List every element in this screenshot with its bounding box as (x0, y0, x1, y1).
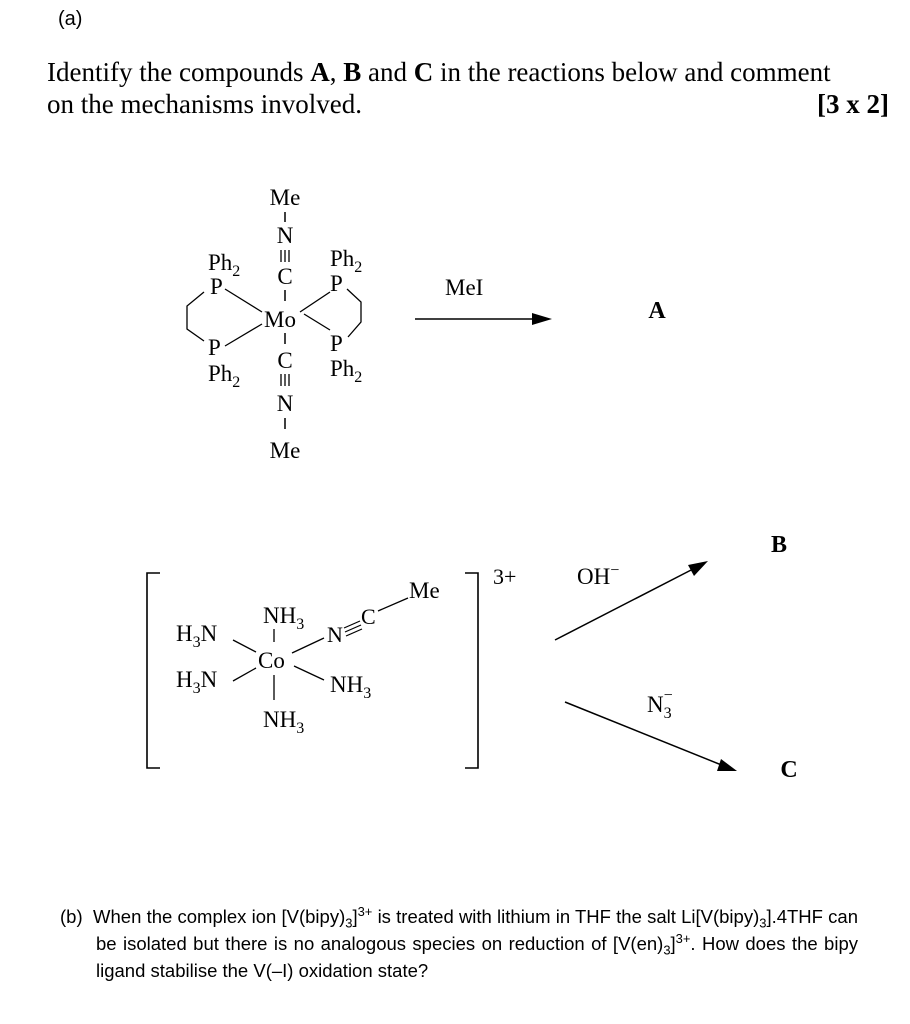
p-lower-right: P (330, 331, 343, 356)
ph2-lower-right: $Ph_2$ (330, 356, 363, 386)
reagent-mei: MeI (445, 275, 484, 300)
nh3-top: $NH_3$ (263, 603, 305, 633)
reagent-oh: OH− (577, 562, 620, 589)
p-upper-left: P (210, 274, 223, 299)
h3n-upper: $H_3N$ (176, 621, 218, 651)
reagent-azide: $N_3-$ (647, 687, 673, 722)
marks: [3 x 2] (817, 89, 889, 119)
product-b: B (770, 532, 788, 558)
nh3-right: $NH_3$ (330, 672, 372, 702)
question-line-1: Identify the compounds A, B and C in the reactions below and comment (47, 57, 831, 87)
mo-center: Mo (264, 307, 296, 332)
ph2-upper-left: $Ph_2$ (208, 250, 241, 280)
top-n: N (276, 223, 294, 248)
product-c: C (780, 757, 798, 783)
top-methyl: Me (269, 185, 301, 210)
nitrile-c: C (361, 604, 376, 629)
h3n-lower: $H_3N$ (176, 667, 218, 697)
product-a: A (648, 298, 666, 324)
bottom-n: N (276, 391, 294, 416)
part-a-label: (a) (58, 8, 83, 30)
part-b-label: (b) (60, 906, 83, 927)
nitrile-methyl: Me (409, 578, 440, 603)
bottom-c: C (277, 348, 293, 373)
question-line-2: on the mechanisms involved. [3 x 2] (47, 89, 889, 119)
top-c: C (277, 264, 293, 289)
p-upper-right: P (330, 271, 343, 296)
part-b-question: (b) When the complex ion $[V(bipy)_3]^{3+}$ is treated with lithium in THF the salt $Li[V(bipy)_3].4THF$ can be isolated but there is no analogous species on reduction of $[V(en)_3]^{3+}$. How does the bipy ligand stabilise the V(–I) oxidation state? (60, 903, 859, 981)
molybdenum-complex (187, 185, 362, 463)
nitrile-n: N (327, 622, 343, 647)
complex-charge: 3+ (493, 564, 517, 589)
ph2-upper-right: $Ph_2$ (330, 246, 363, 276)
p-lower-left: P (208, 335, 221, 360)
cobalt-complex (147, 564, 516, 768)
ph2-lower-left: $Ph_2$ (208, 361, 241, 391)
nh3-bottom: $NH_3$ (263, 707, 305, 737)
co-center: Co (258, 648, 285, 673)
bottom-methyl: Me (269, 438, 301, 463)
